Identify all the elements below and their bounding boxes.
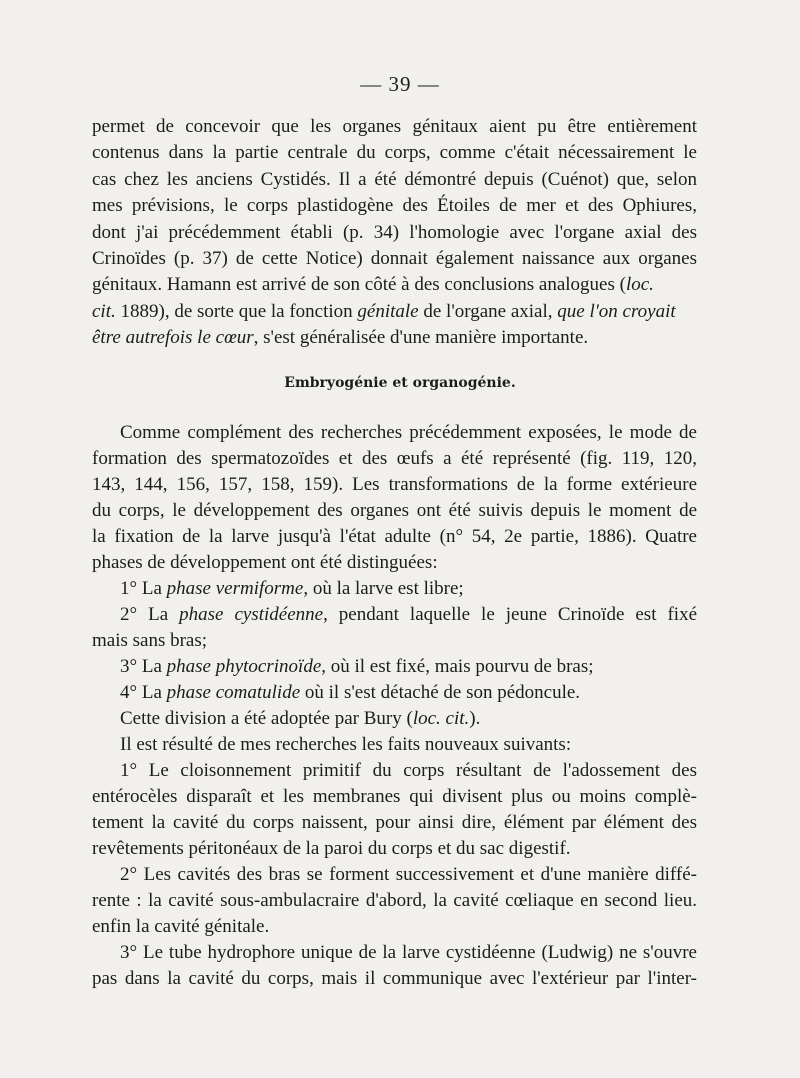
phase-item: 3° La phase phytocrinoïde, où il est fixé, mais pourvu de bras; bbox=[120, 656, 594, 677]
text-line: la fixation de la larve jusqu'à l'état adulte (n° 54, 2e partie, 1886). Quatre bbox=[92, 526, 697, 547]
text-line: Il est résulté de mes recherches les faits nouveaux suivants: bbox=[120, 734, 572, 755]
text-line: 143, 144, 156, 157, 158, 159). Les transformations de la forme extérieure bbox=[92, 474, 697, 495]
text-line: formation des spermatozoïdes et des œufs a été représenté (fig. 119, 120, bbox=[92, 448, 697, 469]
text-line: génitaux. Hamann est arrivé de son côté à des conclusions analogues (loc. bbox=[92, 274, 654, 295]
text-line: 3° Le tube hydrophore unique de la larve cystidéenne (Ludwig) ne s'ouvre bbox=[120, 942, 697, 963]
text-line: cit. 1889), de sorte que la fonction génitale de l'organe axial, que l'on croyait bbox=[92, 301, 676, 322]
text-line: entérocèles disparaît et les membranes qui divisent plus ou moins complè- bbox=[92, 786, 697, 807]
text-line: rente : la cavité sous-ambulacraire d'abord, la cavité cœliaque en second lieu. bbox=[92, 890, 697, 911]
text-line: enfin la cavité génitale. bbox=[92, 916, 270, 937]
section-heading: Embryogénie et organogénie. bbox=[284, 375, 516, 391]
text-line: cas chez les anciens Cystidés. Il a été démontré depuis (Cuénot) que, selon bbox=[92, 169, 697, 190]
text-line: dont j'ai précédemment établi (p. 34) l'homologie avec l'organe axial des bbox=[92, 222, 697, 243]
text-line: Cette division a été adoptée par Bury (loc. cit.). bbox=[120, 708, 481, 729]
text-line: phases de développement ont été distinguées: bbox=[92, 552, 438, 573]
text-line: tement la cavité du corps naissent, pour ainsi dire, élément par élément des bbox=[92, 812, 697, 833]
text-line: Comme complément des recherches précédemment exposées, le mode de bbox=[120, 422, 697, 443]
text-line: mais sans bras; bbox=[92, 630, 208, 651]
phase-item: 2° La phase cystidéenne, pendant laquelle le jeune Crinoïde est fixé bbox=[120, 604, 697, 625]
phase-item: 1° La phase vermiforme, où la larve est libre; bbox=[120, 578, 464, 599]
text-line: mes prévisions, le corps plastidogène des Étoiles de mer et des Ophiures, bbox=[92, 195, 697, 216]
text-line: pas dans la cavité du corps, mais il communique avec l'extérieur par l'inter- bbox=[92, 968, 697, 989]
text-line: permet de concevoir que les organes génitaux aient pu être entièrement bbox=[92, 116, 697, 137]
text-line: du corps, le développement des organes ont été suivis depuis le moment de bbox=[92, 500, 697, 521]
text-line: Crinoïdes (p. 37) de cette Notice) donnait également naissance aux organes bbox=[92, 248, 697, 269]
text-line: 1° Le cloisonnement primitif du corps résultant de l'adossement des bbox=[120, 760, 697, 781]
text-line: revêtements péritonéaux de la paroi du corps et du sac digestif. bbox=[92, 838, 571, 859]
phase-item: 4° La phase comatulide où il s'est détaché de son pédoncule. bbox=[120, 682, 581, 703]
text-line: 2° Les cavités des bras se forment successivement et d'une manière diffé- bbox=[120, 864, 697, 885]
text-line: être autrefois le cœur, s'est généralisée d'une manière importante. bbox=[92, 327, 589, 348]
text-line: contenus dans la partie centrale du corps, comme c'était nécessairement le bbox=[92, 142, 697, 163]
page-number: — 39 — bbox=[360, 72, 440, 96]
